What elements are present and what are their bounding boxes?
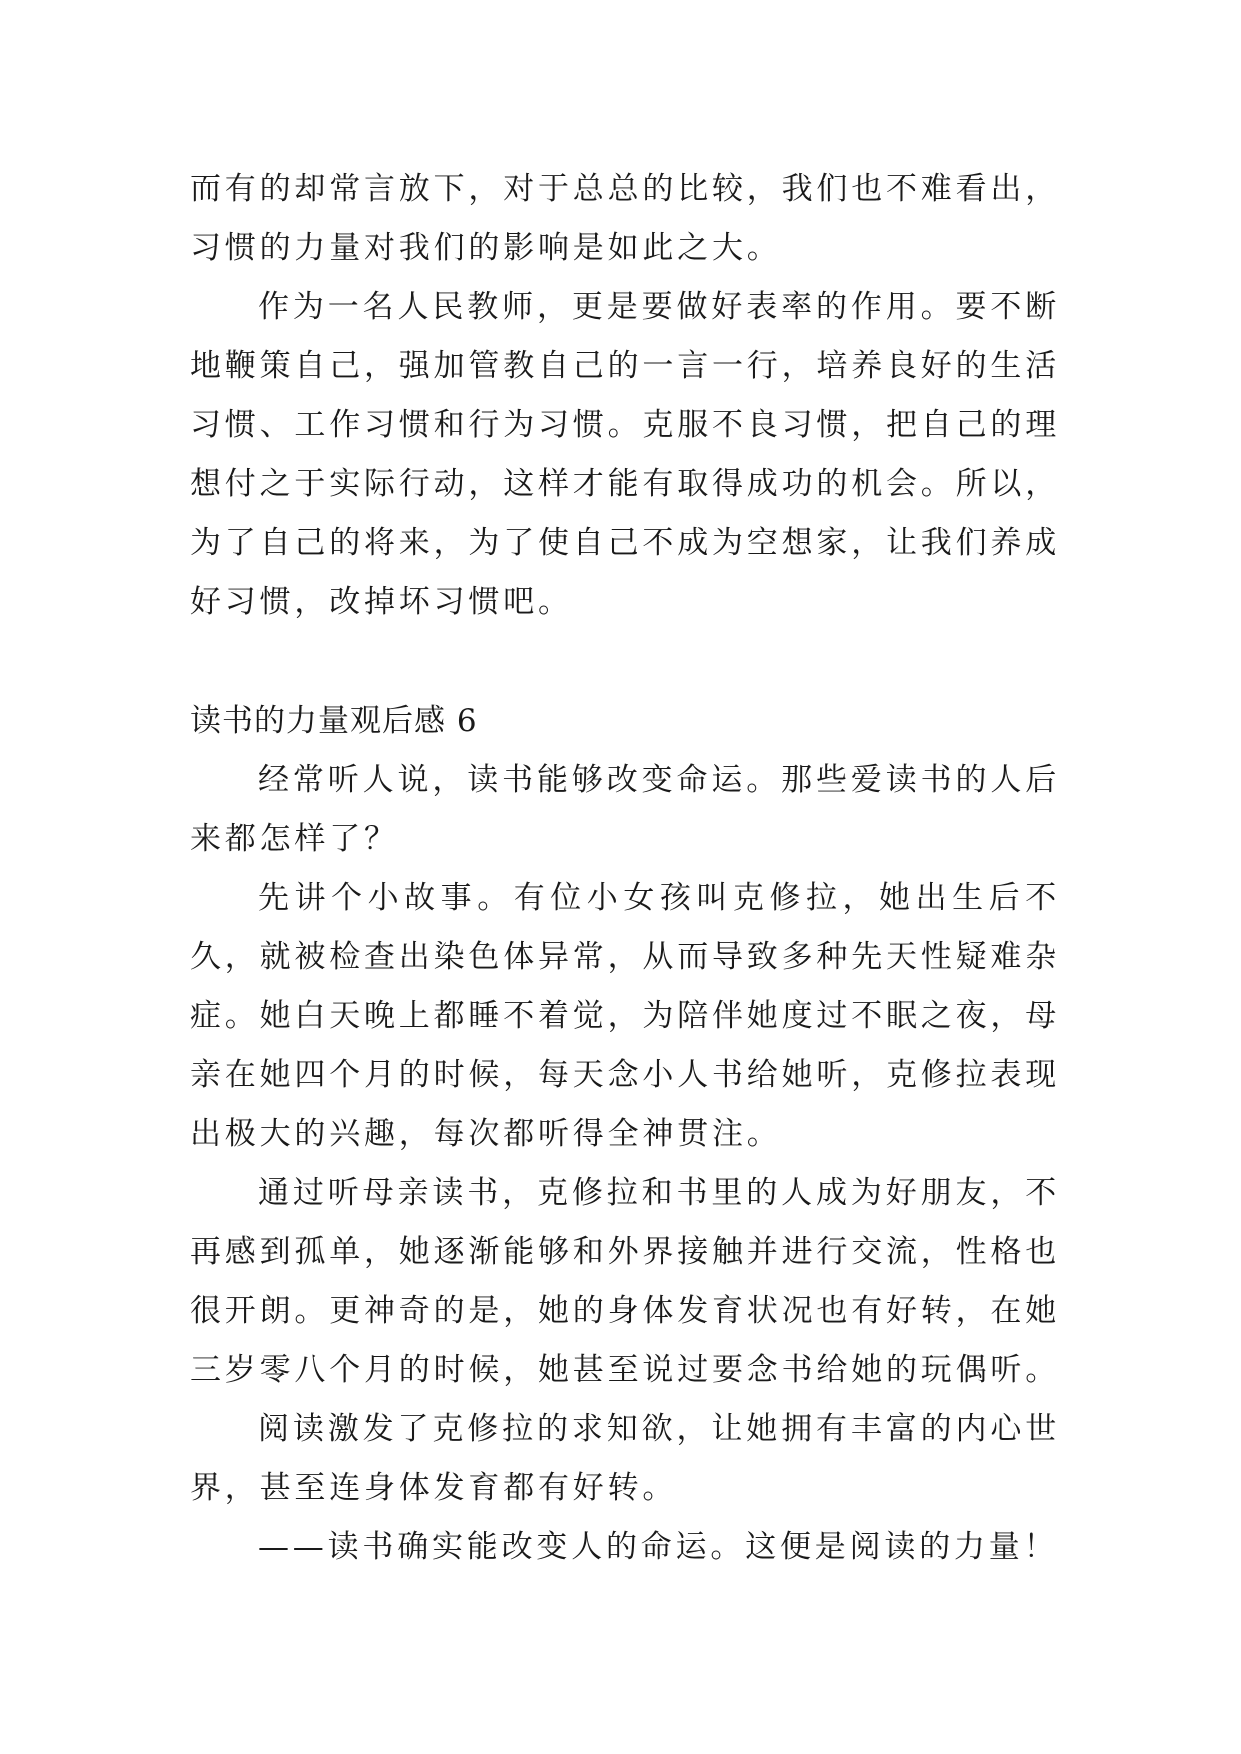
paragraph-conclusion: ——读书确实能改变人的命运。这便是阅读的力量！: [258, 1529, 1059, 1565]
paragraph-curiosity: 阅读激发了克修拉的求知欲，让她拥有丰富的内心世界，甚至连身体发育都有好转。: [190, 1411, 1060, 1506]
paragraph-friends: 通过听母亲读书，克修拉和书里的人成为好朋友，不再感到孤单，她逐渐能够和外界接触并进行交流，性格也很开朗。更神奇的是，她的身体发育状况也有好转，在她三岁零八个月的时候，她甚至说过要念书给她的玩偶听。: [190, 1175, 1060, 1388]
document-page: [190, 160, 1060, 1577]
paragraph-continued: 而有的却常言放下，对于总总的比较，我们也不难看出，习惯的力量对我们的影响是如此之大。: [190, 171, 1060, 266]
paragraph-teacher: 作为一名人民教师，更是要做好表率的作用。要不断地鞭策自己，强加管教自己的一言一行，培养良好的生活习惯、工作习惯和行为习惯。克服不良习惯，把自己的理想付之于实际行动，这样才能有取得成功的机会。所以，为了自己的将来，为了使自己不成为空想家，让我们养成好习惯，改掉坏习惯吧。: [190, 289, 1060, 620]
paragraph-story: 先讲个小故事。有位小女孩叫克修拉，她出生后不久，就被检查出染色体异常，从而导致多种先天性疑难杂症。她白天晚上都睡不着觉，为陪伴她度过不眠之夜，母亲在她四个月的时候，每天念小人书给她听，克修拉表现出极大的兴趣，每次都听得全神贯注。: [190, 880, 1060, 1152]
section-gap: [190, 632, 1060, 692]
section-title: 读书的力量观后感 6: [190, 703, 478, 739]
paragraph-intro: 经常听人说，读书能够改变命运。那些爱读书的人后来都怎样了？: [190, 762, 1060, 857]
